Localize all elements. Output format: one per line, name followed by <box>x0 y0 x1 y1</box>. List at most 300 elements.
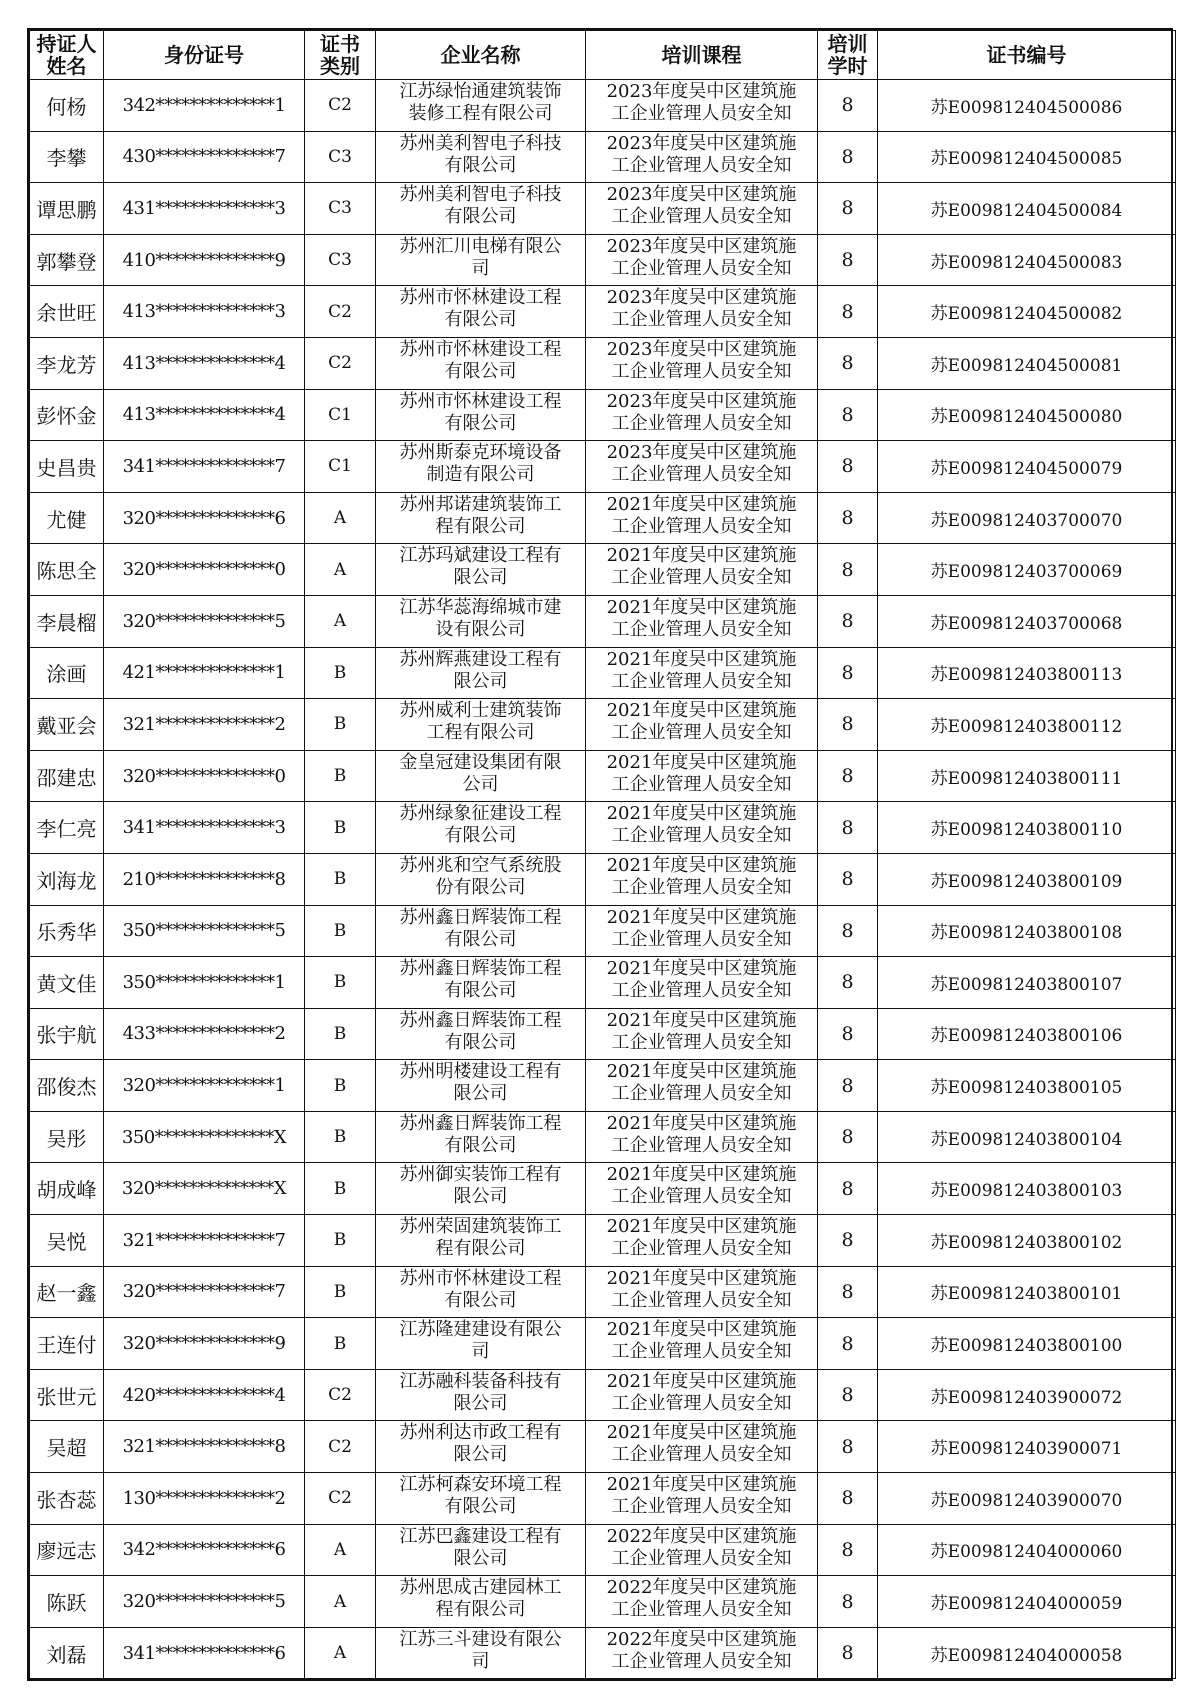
cell-course <box>586 1369 818 1421</box>
cell-company-line2: 有限公司 <box>444 1289 517 1311</box>
cell-course <box>586 1576 818 1628</box>
cell-company-line2: 公司 <box>462 773 499 795</box>
cell-id-number: 341**************6 <box>104 1627 305 1679</box>
cell-course <box>586 905 818 957</box>
cell-hours: 8 <box>818 1008 878 1060</box>
table-row <box>30 1524 1176 1576</box>
cell-company-line1: 苏州市怀林建设工程 <box>399 390 562 412</box>
cell-company <box>376 1215 586 1267</box>
table-row <box>30 647 1176 699</box>
cell-cert-type: A <box>305 1576 376 1628</box>
cell-cert-type: C2 <box>305 1473 376 1525</box>
cell-company-line1: 苏州兆和空气系统股 <box>399 854 562 876</box>
table-row <box>30 183 1176 235</box>
cell-cert-number: 苏E009812403800102 <box>878 1215 1176 1267</box>
cell-company <box>376 905 586 957</box>
cell-company <box>376 131 586 183</box>
cell-company-line2: 有限公司 <box>444 825 517 847</box>
cell-company-line1: 苏州利达市政工程有 <box>399 1422 562 1444</box>
cell-company <box>376 1524 586 1576</box>
cell-company-line2: 限公司 <box>453 567 508 589</box>
table-row <box>30 957 1176 1009</box>
cell-course <box>586 853 818 905</box>
cell-company-line1: 苏州鑫日辉装饰工程 <box>399 1112 562 1134</box>
cell-cert-number: 苏E009812404500084 <box>878 183 1176 235</box>
cell-company-line1: 苏州明楼建设工程有 <box>399 1061 562 1083</box>
cell-course-line2: 工企业管理人员安全知 <box>611 1031 792 1053</box>
cell-holder-name: 何杨 <box>30 80 104 132</box>
cell-cert-type: B <box>305 1318 376 1370</box>
cell-hours: 8 <box>818 647 878 699</box>
cell-id-number: 413**************4 <box>104 389 305 441</box>
cell-hours: 8 <box>818 1473 878 1525</box>
cell-course <box>586 1524 818 1576</box>
cell-holder-name: 郭攀登 <box>30 234 104 286</box>
cell-course-line1: 2021年度吴中区建筑施 <box>606 803 797 825</box>
cell-id-number: 320**************5 <box>104 1576 305 1628</box>
cell-id-number: 430**************7 <box>104 131 305 183</box>
cell-cert-type: C2 <box>305 80 376 132</box>
cell-company <box>376 802 586 854</box>
table-row <box>30 1318 1176 1370</box>
cell-company-line2: 有限公司 <box>444 928 517 950</box>
cell-cert-number: 苏E009812403800105 <box>878 1060 1176 1112</box>
cell-holder-name: 邵建忠 <box>30 750 104 802</box>
cell-holder-name: 吴悦 <box>30 1215 104 1267</box>
cell-company-line2: 设有限公司 <box>435 618 526 640</box>
cell-company <box>376 1111 586 1163</box>
cell-company-line1: 苏州鑫日辉装饰工程 <box>399 958 562 980</box>
cell-course-line2: 工企业管理人员安全知 <box>611 103 792 124</box>
cell-id-number: 320**************1 <box>104 1060 305 1112</box>
cell-cert-type: C2 <box>305 1421 376 1473</box>
cell-holder-name: 陈思全 <box>30 544 104 596</box>
cell-course-line2: 工企业管理人员安全知 <box>611 1238 792 1260</box>
cell-course <box>586 802 818 854</box>
cell-holder-name: 乐秀华 <box>30 905 104 957</box>
table-row <box>30 595 1176 647</box>
cell-cert-number: 苏E009812403700070 <box>878 492 1176 544</box>
cell-cert-number: 苏E009812403800109 <box>878 853 1176 905</box>
cell-cert-type: A <box>305 595 376 647</box>
cell-course <box>586 337 818 389</box>
cell-course-line2: 工企业管理人员安全知 <box>611 1599 792 1621</box>
cell-holder-name: 李仁亮 <box>30 802 104 854</box>
cell-id-number: 410**************9 <box>104 234 305 286</box>
cell-company <box>376 957 586 1009</box>
cell-id-number: 413**************4 <box>104 337 305 389</box>
cell-id-number: 320**************5 <box>104 595 305 647</box>
table-row <box>30 699 1176 751</box>
cell-company <box>376 183 586 235</box>
table-row <box>30 234 1176 286</box>
cell-hours: 8 <box>818 1111 878 1163</box>
cell-hours: 8 <box>818 1421 878 1473</box>
cell-company-line1: 苏州绿象征建设工程 <box>399 803 562 825</box>
cell-course-line1: 2021年度吴中区建筑施 <box>606 1061 797 1083</box>
cell-company-line2: 司 <box>471 1341 490 1363</box>
cell-company <box>376 1163 586 1215</box>
cell-cert-type: A <box>305 1524 376 1576</box>
cell-company <box>376 389 586 441</box>
cell-hours: 8 <box>818 595 878 647</box>
cell-holder-name: 张杏蕊 <box>30 1473 104 1525</box>
table-row <box>30 337 1176 389</box>
cell-hours: 8 <box>818 544 878 596</box>
certificate-table-sheet <box>27 28 1173 1681</box>
cell-holder-name: 李龙芳 <box>30 337 104 389</box>
cell-course-line1: 2023年度吴中区建筑施 <box>606 81 797 102</box>
table-row <box>30 750 1176 802</box>
cell-company-line2: 司 <box>471 1650 490 1672</box>
cell-holder-name: 赵一鑫 <box>30 1266 104 1318</box>
cell-id-number: 130**************2 <box>104 1473 305 1525</box>
cell-course-line2: 工企业管理人员安全知 <box>611 1134 792 1156</box>
cell-company-line2: 程有限公司 <box>435 515 526 537</box>
cell-cert-type: C3 <box>305 131 376 183</box>
cell-holder-name: 吴超 <box>30 1421 104 1473</box>
cell-course-line1: 2023年度吴中区建筑施 <box>606 184 797 206</box>
cell-course-line1: 2021年度吴中区建筑施 <box>606 1474 797 1496</box>
cell-course-line1: 2021年度吴中区建筑施 <box>606 545 797 567</box>
cell-company-line1: 江苏融科装备科技有 <box>399 1370 562 1392</box>
cell-holder-name: 史昌贵 <box>30 441 104 493</box>
cell-course-line1: 2023年度吴中区建筑施 <box>606 235 797 257</box>
cell-course <box>586 1627 818 1679</box>
cell-hours: 8 <box>818 1369 878 1421</box>
cell-id-number: 350**************X <box>104 1111 305 1163</box>
cell-company-line2: 有限公司 <box>444 1134 517 1156</box>
cell-course-line2: 工企业管理人员安全知 <box>611 1547 792 1569</box>
cell-cert-type: B <box>305 905 376 957</box>
cell-course-line2: 工企业管理人员安全知 <box>611 670 792 692</box>
cell-cert-type: B <box>305 957 376 1009</box>
cell-cert-type: C2 <box>305 1369 376 1421</box>
cell-company-line1: 江苏绿怡通建筑装饰 <box>399 81 562 102</box>
cell-company <box>376 1576 586 1628</box>
cell-company-line1: 苏州汇川电梯有限公 <box>399 235 562 257</box>
cell-course-line1: 2021年度吴中区建筑施 <box>606 648 797 670</box>
cell-course <box>586 492 818 544</box>
cell-company-line1: 江苏柯森安环境工程 <box>399 1474 562 1496</box>
cell-company-line1: 苏州市怀林建设工程 <box>399 287 562 309</box>
cell-course <box>586 1421 818 1473</box>
cell-company-line2: 有限公司 <box>444 206 517 228</box>
cell-course-line1: 2021年度吴中区建筑施 <box>606 596 797 618</box>
cell-cert-number: 苏E009812404500085 <box>878 131 1176 183</box>
cell-course <box>586 1318 818 1370</box>
cell-company-line1: 苏州市怀林建设工程 <box>399 1267 562 1289</box>
cell-cert-number: 苏E009812403800111 <box>878 750 1176 802</box>
cell-holder-name: 张世元 <box>30 1369 104 1421</box>
cell-company-line1: 苏州鑫日辉装饰工程 <box>399 906 562 928</box>
cell-company-line2: 程有限公司 <box>435 1599 526 1621</box>
table-row <box>30 1473 1176 1525</box>
cell-course <box>586 647 818 699</box>
cell-course-line1: 2021年度吴中区建筑施 <box>606 493 797 515</box>
cell-course-line1: 2021年度吴中区建筑施 <box>606 700 797 722</box>
cell-course-line2: 工企业管理人员安全知 <box>611 722 792 744</box>
cell-cert-type: B <box>305 1266 376 1318</box>
cell-company-line1: 苏州荣固建筑装饰工 <box>399 1216 562 1238</box>
cell-cert-number: 苏E009812404500082 <box>878 286 1176 338</box>
cell-course <box>586 286 818 338</box>
cell-company-line2: 有限公司 <box>444 980 517 1002</box>
cell-company <box>376 1008 586 1060</box>
cell-course <box>586 389 818 441</box>
cell-company <box>376 853 586 905</box>
cell-company <box>376 699 586 751</box>
cell-cert-type: C3 <box>305 183 376 235</box>
cell-id-number: 413**************3 <box>104 286 305 338</box>
cell-id-number: 320**************0 <box>104 750 305 802</box>
cell-id-number: 421**************1 <box>104 647 305 699</box>
cell-course-line2: 工企业管理人员安全知 <box>611 618 792 640</box>
cell-company-line2: 限公司 <box>453 1547 508 1569</box>
cell-cert-type: B <box>305 853 376 905</box>
cell-course-line2: 工企业管理人员安全知 <box>611 928 792 950</box>
cell-cert-number: 苏E009812403800108 <box>878 905 1176 957</box>
cell-company-line1: 苏州斯泰克环境设备 <box>399 442 562 464</box>
cell-holder-name: 胡成峰 <box>30 1163 104 1215</box>
cell-id-number: 210**************8 <box>104 853 305 905</box>
cell-holder-name: 李晨榴 <box>30 595 104 647</box>
cell-course-line2: 工企业管理人员安全知 <box>611 1496 792 1518</box>
cell-course-line2: 工企业管理人员安全知 <box>611 773 792 795</box>
cell-company <box>376 1473 586 1525</box>
table-row <box>30 441 1176 493</box>
cell-company-line1: 苏州美利智电子科技 <box>399 132 562 154</box>
cell-cert-number: 苏E009812404500080 <box>878 389 1176 441</box>
cell-hours: 8 <box>818 1215 878 1267</box>
cell-company-line2: 装修工程有限公司 <box>408 103 553 124</box>
cell-course <box>586 234 818 286</box>
cell-hours: 8 <box>818 957 878 1009</box>
cell-hours: 8 <box>818 1627 878 1679</box>
cell-holder-name: 刘磊 <box>30 1627 104 1679</box>
table-row <box>30 544 1176 596</box>
cell-cert-number: 苏E009812403900070 <box>878 1473 1176 1525</box>
cell-id-number: 321**************8 <box>104 1421 305 1473</box>
cell-id-number: 321**************7 <box>104 1215 305 1267</box>
cell-course-line1: 2023年度吴中区建筑施 <box>606 390 797 412</box>
cell-cert-number: 苏E009812403900071 <box>878 1421 1176 1473</box>
cell-id-number: 342**************6 <box>104 1524 305 1576</box>
cell-course-line2: 工企业管理人员安全知 <box>611 206 792 228</box>
cell-company-line1: 苏州美利智电子科技 <box>399 184 562 206</box>
cell-id-number: 350**************5 <box>104 905 305 957</box>
cell-company-line2: 有限公司 <box>444 309 517 331</box>
cell-course-line2: 工企业管理人员安全知 <box>611 1444 792 1466</box>
cell-course <box>586 1215 818 1267</box>
header-holder-name <box>30 31 104 80</box>
cell-hours: 8 <box>818 1576 878 1628</box>
cell-cert-type: A <box>305 544 376 596</box>
header-id-number: 身份证号 <box>104 31 305 80</box>
header-hours-line2: 学时 <box>827 54 868 78</box>
cell-course-line2: 工企业管理人员安全知 <box>611 1083 792 1105</box>
cell-holder-name: 张宇航 <box>30 1008 104 1060</box>
cell-cert-type: B <box>305 699 376 751</box>
cell-holder-name: 李攀 <box>30 131 104 183</box>
cell-course <box>586 1473 818 1525</box>
cell-course-line1: 2022年度吴中区建筑施 <box>606 1577 797 1599</box>
cell-holder-name: 涂画 <box>30 647 104 699</box>
cell-id-number: 341**************7 <box>104 441 305 493</box>
header-cert-type-line2: 类别 <box>320 54 360 78</box>
cell-cert-number: 苏E009812403800103 <box>878 1163 1176 1215</box>
cell-id-number: 320**************6 <box>104 492 305 544</box>
cell-cert-number: 苏E009812403800104 <box>878 1111 1176 1163</box>
cell-course-line1: 2023年度吴中区建筑施 <box>606 287 797 309</box>
cell-course-line1: 2021年度吴中区建筑施 <box>606 958 797 980</box>
cell-cert-type: B <box>305 647 376 699</box>
cell-holder-name: 陈跃 <box>30 1576 104 1628</box>
table-row <box>30 1576 1176 1628</box>
table-row <box>30 1215 1176 1267</box>
cell-company <box>376 1627 586 1679</box>
cell-cert-number: 苏E009812403800112 <box>878 699 1176 751</box>
cell-course <box>586 1111 818 1163</box>
cell-company-line1: 苏州鑫日辉装饰工程 <box>399 1009 562 1031</box>
table-row <box>30 1163 1176 1215</box>
cell-course <box>586 1060 818 1112</box>
cell-id-number: 320**************X <box>104 1163 305 1215</box>
cell-cert-number: 苏E009812403800101 <box>878 1266 1176 1318</box>
cell-company-line2: 有限公司 <box>444 360 517 382</box>
cell-hours: 8 <box>818 80 878 132</box>
cell-cert-number: 苏E009812404500086 <box>878 80 1176 132</box>
cell-course-line2: 工企业管理人员安全知 <box>611 360 792 382</box>
cell-course-line2: 工企业管理人员安全知 <box>611 515 792 537</box>
cell-cert-number: 苏E009812403700068 <box>878 595 1176 647</box>
cell-holder-name: 彭怀金 <box>30 389 104 441</box>
cell-course <box>586 595 818 647</box>
cell-course-line2: 工企业管理人员安全知 <box>611 257 792 279</box>
cell-company <box>376 441 586 493</box>
cell-cert-type: B <box>305 750 376 802</box>
cell-holder-name: 王连付 <box>30 1318 104 1370</box>
cell-holder-name: 黄文佳 <box>30 957 104 1009</box>
cell-cert-number: 苏E009812403700069 <box>878 544 1176 596</box>
cell-course-line1: 2021年度吴中区建筑施 <box>606 1370 797 1392</box>
cell-cert-type: B <box>305 1111 376 1163</box>
cell-company-line1: 苏州思成古建园林工 <box>399 1577 562 1599</box>
cell-hours: 8 <box>818 1060 878 1112</box>
cell-cert-number: 苏E009812404000058 <box>878 1627 1176 1679</box>
cell-holder-name: 邵俊杰 <box>30 1060 104 1112</box>
cell-holder-name: 吴彤 <box>30 1111 104 1163</box>
cell-hours: 8 <box>818 802 878 854</box>
cell-company-line1: 江苏华蕊海绵城市建 <box>399 596 562 618</box>
table-row <box>30 286 1176 338</box>
cell-hours: 8 <box>818 1163 878 1215</box>
cell-hours: 8 <box>818 699 878 751</box>
cell-company-line1: 苏州辉燕建设工程有 <box>399 648 562 670</box>
cell-company-line2: 制造有限公司 <box>426 464 535 486</box>
cell-cert-number: 苏E009812403900072 <box>878 1369 1176 1421</box>
cell-id-number: 420**************4 <box>104 1369 305 1421</box>
cell-course-line1: 2021年度吴中区建筑施 <box>606 1267 797 1289</box>
cell-course <box>586 441 818 493</box>
cell-course-line2: 工企业管理人员安全知 <box>611 1186 792 1208</box>
cell-course-line2: 工企业管理人员安全知 <box>611 825 792 847</box>
cell-id-number: 350**************1 <box>104 957 305 1009</box>
cell-course-line1: 2023年度吴中区建筑施 <box>606 442 797 464</box>
cell-company-line1: 苏州御实装饰工程有 <box>399 1164 562 1186</box>
cell-company <box>376 1421 586 1473</box>
cell-cert-type: C2 <box>305 337 376 389</box>
cell-company <box>376 337 586 389</box>
header-cert-type-line1: 证书 <box>320 32 360 56</box>
cell-course-line1: 2021年度吴中区建筑施 <box>606 1319 797 1341</box>
table-row <box>30 802 1176 854</box>
cell-id-number: 320**************9 <box>104 1318 305 1370</box>
cell-company-line1: 金皇冠建设集团有限 <box>399 751 562 773</box>
header-course: 培训课程 <box>586 31 818 80</box>
cell-cert-number: 苏E009812403800113 <box>878 647 1176 699</box>
cell-course-line2: 工企业管理人员安全知 <box>611 154 792 176</box>
cell-cert-number: 苏E009812404000059 <box>878 1576 1176 1628</box>
cell-course-line1: 2022年度吴中区建筑施 <box>606 1525 797 1547</box>
cell-cert-number: 苏E009812403800110 <box>878 802 1176 854</box>
cell-course-line1: 2021年度吴中区建筑施 <box>606 854 797 876</box>
cell-cert-type: C2 <box>305 286 376 338</box>
cell-id-number: 342**************1 <box>104 80 305 132</box>
cell-holder-name: 谭思鹏 <box>30 183 104 235</box>
cell-hours: 8 <box>818 286 878 338</box>
table-row <box>30 492 1176 544</box>
cell-company-line2: 有限公司 <box>444 154 517 176</box>
cell-hours: 8 <box>818 337 878 389</box>
table-row <box>30 389 1176 441</box>
cell-course-line2: 工企业管理人员安全知 <box>611 309 792 331</box>
cell-course-line1: 2021年度吴中区建筑施 <box>606 1422 797 1444</box>
cell-company <box>376 595 586 647</box>
cell-course-line2: 工企业管理人员安全知 <box>611 1392 792 1414</box>
cell-course <box>586 699 818 751</box>
cell-course-line2: 工企业管理人员安全知 <box>611 1650 792 1672</box>
cell-company-line2: 程有限公司 <box>435 1238 526 1260</box>
cell-company-line1: 苏州邦诺建筑装饰工 <box>399 493 562 515</box>
table-row <box>30 1111 1176 1163</box>
cell-cert-number: 苏E009812404500083 <box>878 234 1176 286</box>
table-row <box>30 905 1176 957</box>
cell-company <box>376 544 586 596</box>
cell-cert-type: B <box>305 802 376 854</box>
header-company: 企业名称 <box>376 31 586 80</box>
cell-cert-number: 苏E009812404000060 <box>878 1524 1176 1576</box>
cell-course-line1: 2021年度吴中区建筑施 <box>606 1216 797 1238</box>
cell-cert-type: C1 <box>305 441 376 493</box>
cell-company <box>376 750 586 802</box>
cell-hours: 8 <box>818 441 878 493</box>
cell-course-line2: 工企业管理人员安全知 <box>611 567 792 589</box>
cell-hours: 8 <box>818 234 878 286</box>
cell-id-number: 433**************2 <box>104 1008 305 1060</box>
cell-course-line2: 工企业管理人员安全知 <box>611 1341 792 1363</box>
cell-course <box>586 957 818 1009</box>
table-row <box>30 1421 1176 1473</box>
cell-course-line1: 2021年度吴中区建筑施 <box>606 906 797 928</box>
cell-company-line2: 有限公司 <box>444 1496 517 1518</box>
cell-course-line2: 工企业管理人员安全知 <box>611 412 792 434</box>
cell-hours: 8 <box>818 389 878 441</box>
header-hours <box>818 31 878 80</box>
table-row <box>30 1627 1176 1679</box>
table-row <box>30 1266 1176 1318</box>
cell-cert-type: B <box>305 1060 376 1112</box>
